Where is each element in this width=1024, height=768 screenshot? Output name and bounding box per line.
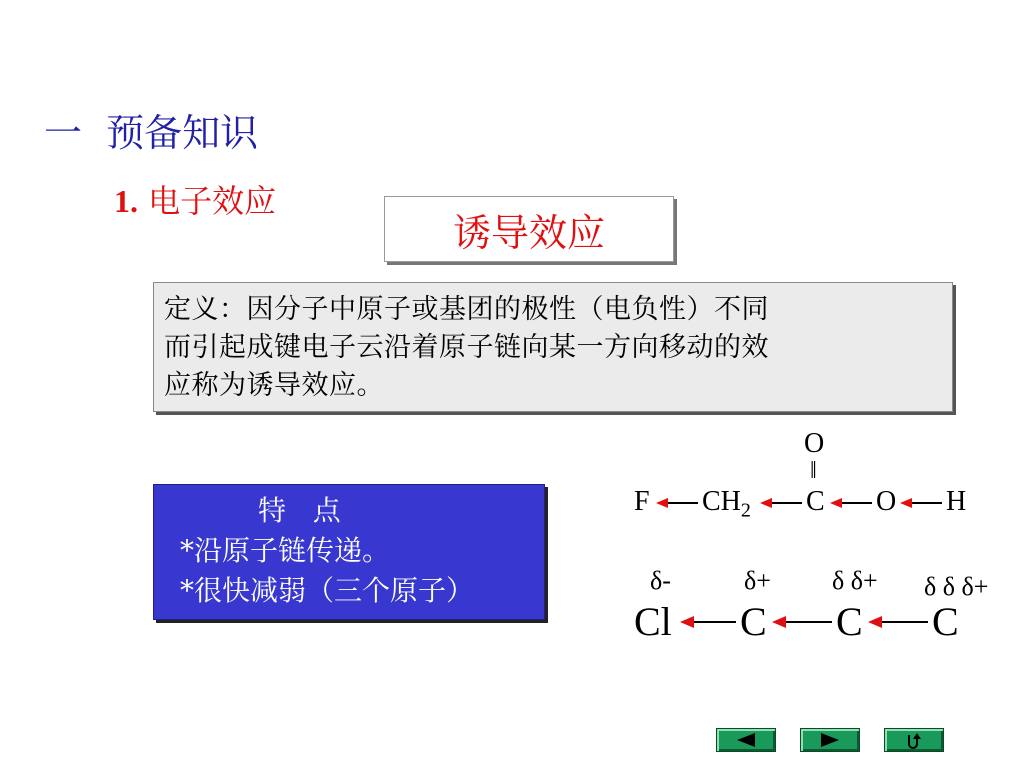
prev-slide-button[interactable]: [716, 728, 776, 752]
definition-line-1: 定义：因分子中原子或基团的极性（电负性）不同: [164, 294, 769, 325]
molecule1-double-bond: ‖: [810, 458, 817, 484]
molecule1-carbon: C: [806, 486, 825, 517]
definition-line-3: 应称为诱导效应。: [164, 370, 384, 401]
return-button[interactable]: [884, 728, 944, 752]
arrow-c-o: [830, 498, 872, 508]
atom-carbon-2: C: [836, 599, 863, 644]
arrow-ch2-c: [760, 498, 802, 508]
feature-item-1: *沿原子链传递。: [180, 534, 391, 567]
next-slide-button[interactable]: [800, 728, 860, 752]
arrow-c2-c3: [868, 616, 928, 628]
term-label: 诱导效应: [452, 210, 605, 255]
charge-c2: δ δ+: [832, 566, 878, 595]
molecule1-subscript: 2: [740, 499, 751, 522]
charge-c1: δ+: [744, 566, 771, 595]
right-triangle-icon: [817, 732, 843, 748]
subsection-number: 1.: [114, 183, 138, 219]
left-triangle-icon: [733, 732, 759, 748]
arrow-cl-c1: [680, 616, 736, 628]
charge-c3: δ δ δ+: [924, 572, 989, 601]
return-arrow-icon: [901, 731, 927, 749]
molecule1-ch: CH: [702, 486, 741, 517]
molecule1-fluorine: F: [634, 486, 650, 517]
subsection-title: 电子效应: [148, 182, 277, 220]
definition-line-2: 而引起成键电子云沿着原子链向某一方向移动的效: [164, 332, 769, 363]
charge-cl: δ-: [650, 566, 671, 595]
arrow-c1-c2: [772, 616, 832, 628]
section-title: 一 预备知识: [44, 111, 259, 155]
arrow-o-h: [900, 498, 942, 508]
arrow-f-ch2: [656, 498, 698, 508]
atom-chlorine: Cl: [634, 599, 672, 644]
atom-carbon-1: C: [740, 599, 767, 644]
atom-carbon-3: C: [932, 599, 959, 644]
molecule1-hydrogen: H: [946, 486, 967, 517]
feature-item-2: *很快减弱（三个原子）: [180, 574, 475, 607]
molecule1-top-oxygen: O: [804, 428, 825, 459]
features-title: 特 点: [258, 494, 341, 527]
molecule1-oxygen: O: [876, 486, 897, 517]
